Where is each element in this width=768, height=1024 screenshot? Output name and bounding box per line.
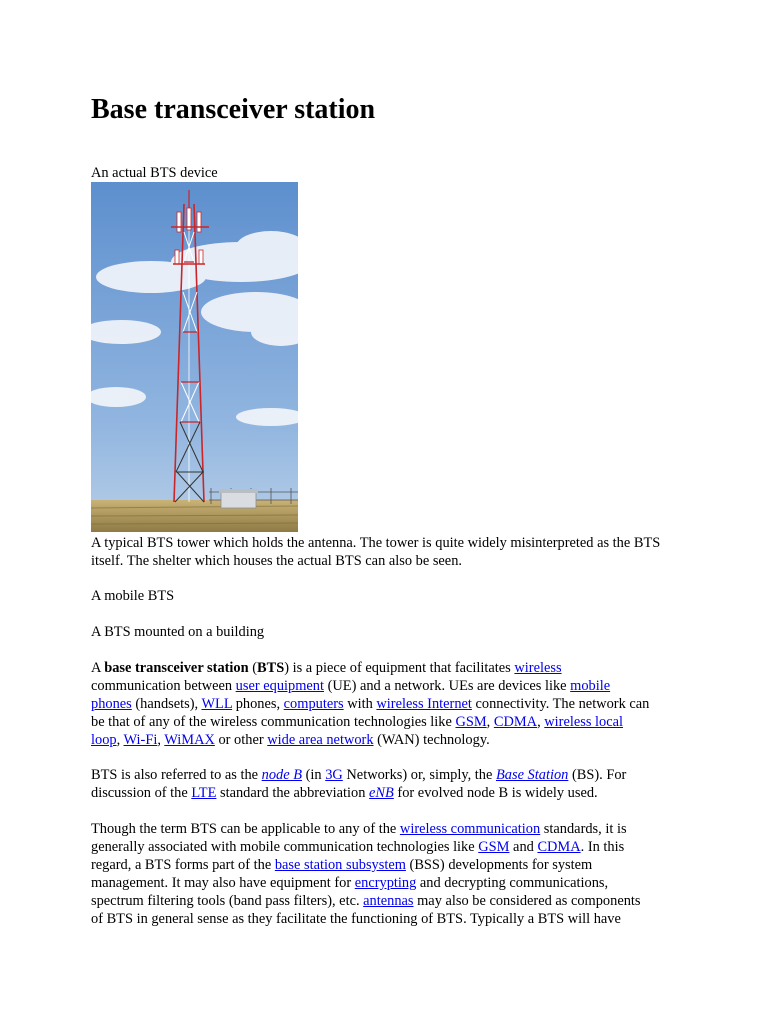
link-encrypting[interactable]: encrypting — [354, 875, 417, 891]
abbr-bold: BTS — [257, 660, 285, 676]
link-wireless-local-loop[interactable]: wireless local — [544, 714, 623, 730]
link-gsm-2[interactable]: GSM — [478, 839, 510, 855]
link-wireless-internet[interactable]: wireless Internet — [376, 696, 472, 712]
page-title: Base transceiver station — [91, 94, 376, 125]
link-cdma[interactable]: CDMA — [493, 714, 538, 730]
link-user-equipment[interactable]: user equipment — [235, 678, 324, 694]
link-wide-area-network[interactable]: wide area network — [267, 732, 374, 748]
paragraph-standards: Though the term BTS can be applicable to any of the wireless communication standards, it is generally associated with mobile communication technologies like GSM and CDMA. In this regard, a BTS forms part of the base station subsystem (BSS) developments for system management. It may also have equipment for encrypting and decrypting communications, spectrum filtering tools (band pass filters), etc. antennas may also be considered as components of BTS in general sense as they facilitate the functioning of BTS. Typically a BTS will have — [91, 821, 641, 927]
paragraph-node-b: BTS is also referred to as the node B (in 3G Networks) or, simply, the Base Station (BS). For discussion of the LTE standard the abbreviation eNB for evolved node B is widely used. — [91, 767, 627, 801]
link-base-station-subsystem[interactable]: base station subsystem — [274, 857, 406, 873]
link-wll[interactable]: WLL — [201, 696, 233, 712]
link-computers[interactable]: computers — [283, 696, 344, 712]
link-wireless-local-loop-2[interactable]: loop — [91, 732, 117, 748]
link-wifi[interactable]: Wi-Fi — [123, 732, 158, 748]
link-node-b[interactable]: node B — [261, 767, 303, 783]
term-bold: base transceiver station — [104, 660, 249, 676]
link-antennas[interactable]: antennas — [363, 893, 414, 909]
link-wimax[interactable]: WiMAX — [164, 732, 215, 748]
link-wireless[interactable]: wireless — [514, 660, 562, 676]
image-caption-top: An actual BTS device — [91, 165, 218, 181]
link-cdma-2[interactable]: CDMA — [537, 839, 581, 855]
link-enb[interactable]: eNB — [369, 785, 394, 801]
link-wireless-communication[interactable]: wireless communication — [399, 821, 541, 837]
bts-tower-photo — [91, 182, 298, 532]
link-gsm[interactable]: GSM — [455, 714, 487, 730]
link-3g[interactable]: 3G — [325, 767, 343, 783]
link-base-station[interactable]: Base Station — [495, 767, 569, 783]
image-caption-bottom: A typical BTS tower which holds the antenna. The tower is quite widely misinterpreted as the BTS itself. The shelter which houses the actual BTS can also be seen. — [91, 535, 661, 569]
link-lte[interactable]: LTE — [191, 785, 217, 801]
link-mobile-phones[interactable]: mobile — [570, 678, 611, 694]
link-mobile-phones-2[interactable]: phones — [91, 696, 132, 712]
mobile-bts-caption: A mobile BTS — [91, 588, 175, 604]
paragraph-intro: A base transceiver station (BTS) is a piece of equipment that facilitates wireless communication between user equipment (UE) and a network. UEs are devices like mobile phones (handsets), WLL phones, computers with wireless Internet connectivity. The network can be that of any of the wireless communication technologies like GSM, CDMA, wireless local loop, Wi-Fi, WiMAX or other wide area network (WAN) technology. — [91, 660, 650, 748]
bts-building-caption: A BTS mounted on a building — [91, 624, 265, 640]
